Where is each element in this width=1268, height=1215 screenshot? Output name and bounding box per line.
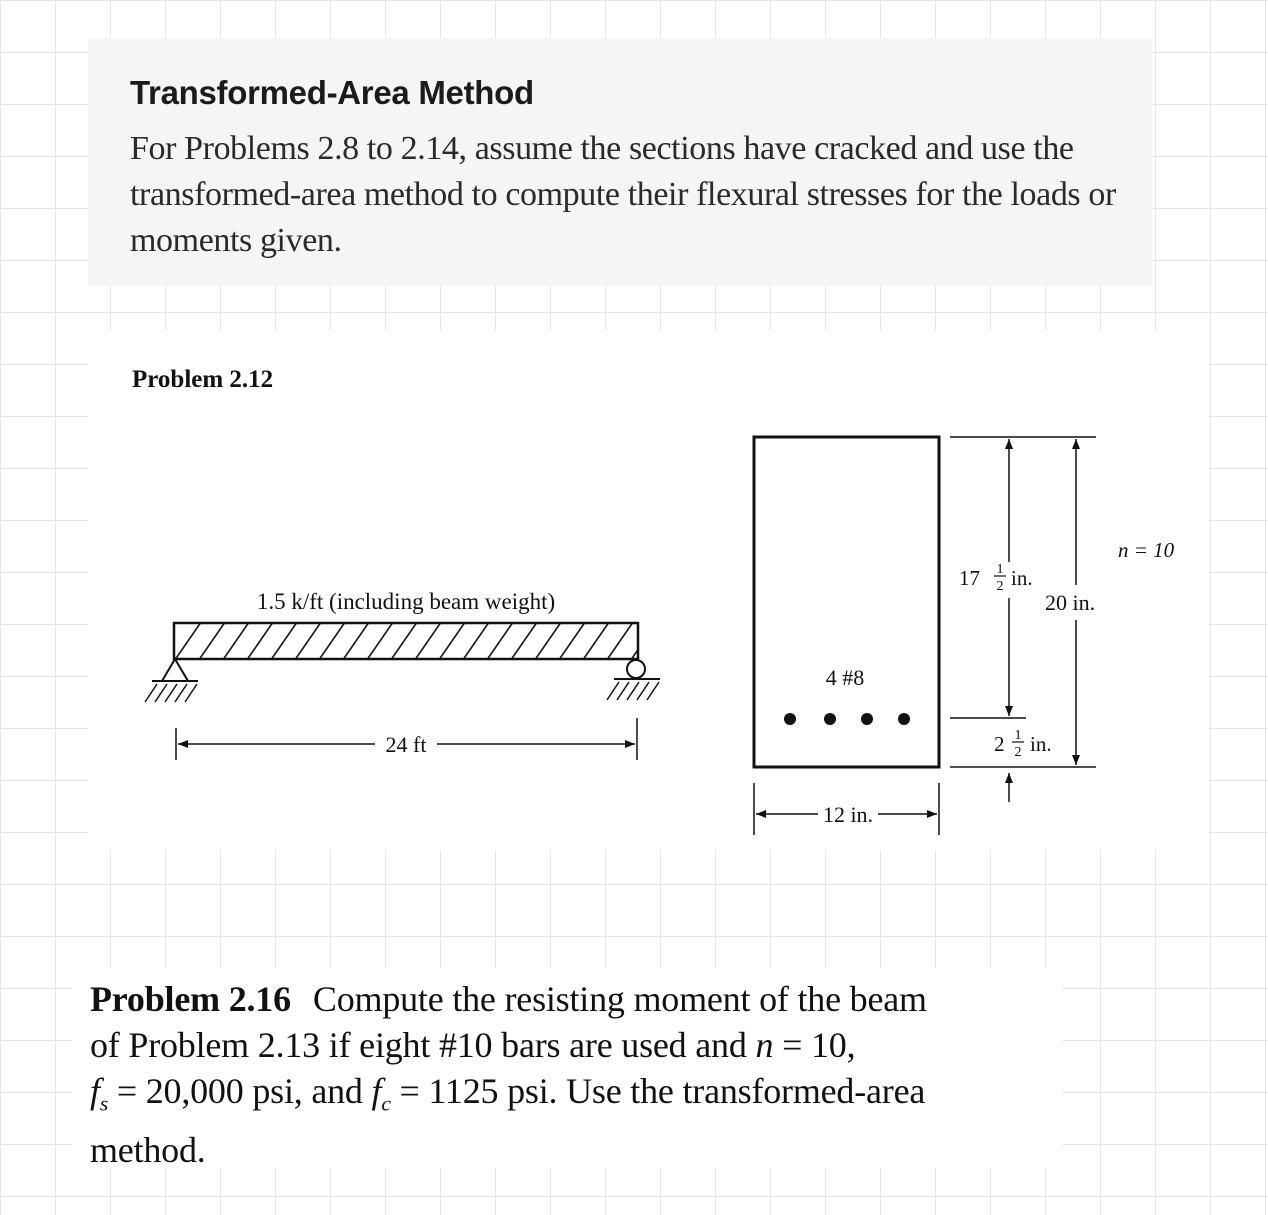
fs-value: = 20,000 psi, and	[108, 1071, 372, 1111]
effective-depth-dimension	[959, 439, 1033, 716]
n-symbol: n	[755, 1025, 774, 1065]
width-dimension	[754, 783, 939, 835]
span-label: 24 ft	[385, 732, 427, 757]
problem-2-12-label: Problem 2.12	[132, 366, 274, 393]
cover-whole: 2	[994, 732, 1005, 756]
problem-2-16-line1: Compute the resisting moment of the beam	[312, 979, 927, 1019]
depth-whole: 17	[959, 566, 980, 590]
section-outline	[754, 437, 939, 767]
cover-frac-den: 2	[1014, 745, 1022, 760]
fs-subscript: s	[99, 1091, 109, 1116]
depth-frac-num: 1	[996, 562, 1004, 577]
problem-2-16-number: Problem 2.16	[90, 979, 291, 1019]
fc-subscript: c	[381, 1091, 391, 1116]
section-heading: Transformed-Area Method	[130, 74, 534, 111]
pin-support	[145, 659, 198, 702]
cover-dimension	[994, 728, 1052, 802]
problem-2-16-line4: method.	[90, 1129, 206, 1170]
problem-2-16-line2: of Problem 2.13 if eight #10 bars are used and	[90, 1025, 747, 1065]
n-value: = 10,	[773, 1025, 856, 1065]
beam-elevation	[145, 589, 662, 760]
section-intro: For Problems 2.8 to 2.14, assume the sections have cracked and use the transformed-area method to compute their flexural stresses for the loads or moments given.	[130, 130, 1116, 259]
depth-unit: in.	[1011, 566, 1033, 590]
fc-symbol: f	[371, 1071, 382, 1111]
load-label: 1.5 k/ft (including beam weight)	[256, 589, 556, 614]
width-label: 12 in.	[822, 802, 874, 827]
modular-ratio: n = 10	[1118, 538, 1175, 562]
rebar	[861, 713, 873, 725]
beam-cross-section	[754, 437, 1175, 835]
fc-value: = 1125 psi. Use the transformed-area	[390, 1071, 926, 1111]
depth-frac-den: 2	[996, 579, 1004, 594]
cover-unit: in.	[1030, 732, 1052, 756]
fs-symbol: f	[90, 1071, 100, 1111]
beam-body	[174, 623, 638, 659]
rebar	[824, 713, 836, 725]
bars-label: 4 #8	[825, 665, 865, 690]
rebar	[784, 713, 796, 725]
span-dimension	[176, 718, 637, 760]
roller-support	[607, 660, 660, 700]
total-height-dimension	[1045, 439, 1095, 765]
problem-2-16-text	[90, 976, 1050, 1173]
rebar	[898, 713, 910, 725]
total-height-label: 20 in.	[1045, 590, 1096, 615]
cover-frac-num: 1	[1014, 728, 1022, 743]
